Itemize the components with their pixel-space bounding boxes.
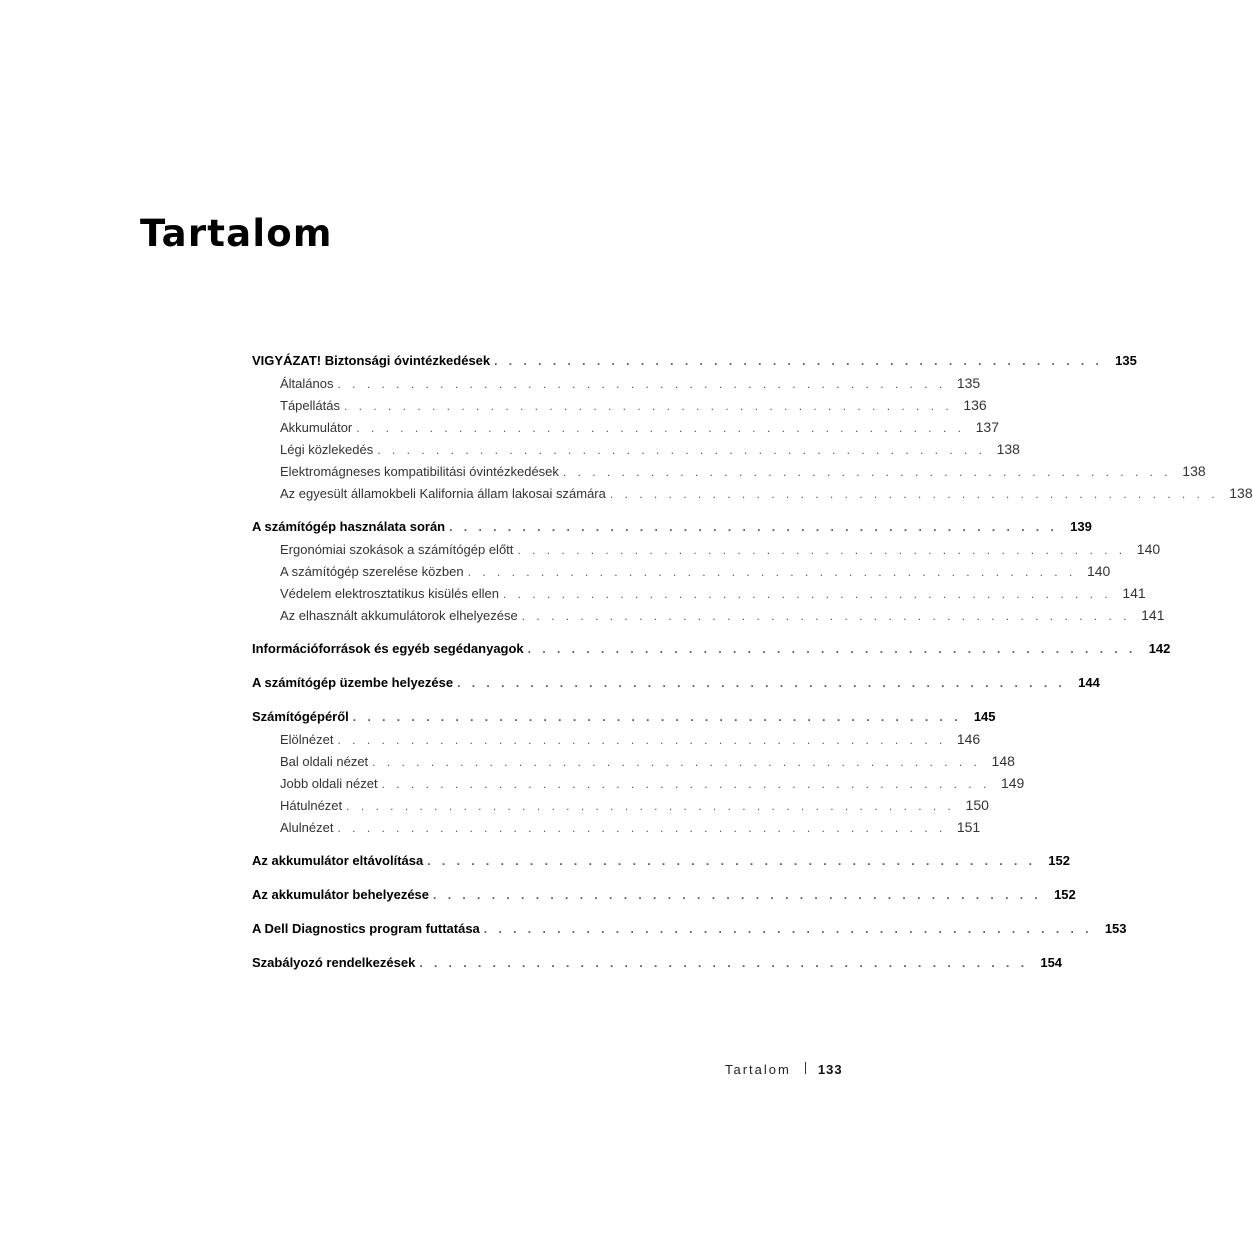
dot-leader: . . . . . . . . . . . . . . . . . . . . . . . . . . . . . . . . . . . . . . . . . . [427,854,1036,868]
toc-section [252,641,1171,663]
toc-entry-label: Akkumulátor [280,420,353,435]
toc-section-entry [252,853,1070,875]
toc-entry-label: Légi közlekedés [280,442,374,457]
toc-page-number: 154 [1040,955,1063,970]
toc-section [252,853,1070,875]
toc-section-entry [252,519,1092,541]
toc-entry-label: Ergonómiai szokások a számítógép előtt [280,542,514,557]
dot-leader: . . . . . . . . . . . . . . . . . . . . . . . . . . . . . . . . . . . . . . . . . . [502,587,1112,601]
toc-entry-label: Védelem elektrosztatikus kisülés ellen [280,586,499,601]
toc-page-number: 140 [1136,541,1161,557]
toc-page-number: 135 [956,375,981,391]
toc-section-entry [252,921,1127,943]
toc-subentry [252,541,1161,563]
toc-section [252,709,1025,841]
toc-section-entry [252,353,1137,375]
toc-subentry [252,607,1165,629]
toc-page-number: 139 [1070,519,1092,534]
toc-entry-label: Bal oldali nézet [280,754,369,769]
dot-leader: . . . . . . . . . . . . . . . . . . . . . . . . . . . . . . . . . . . . . . . . . . [419,956,1029,970]
toc-section-entry [252,887,1076,909]
toc-subentry [252,753,1015,775]
dot-leader: . . . . . . . . . . . . . . . . . . . . . . . . . . . . . . . . . . . . . . . . . . [381,777,991,791]
dot-leader: . . . . . . . . . . . . . . . . . . . . . . . . . . . . . . . . . . . . . . . . . . [337,377,947,391]
toc-subentry [252,797,989,819]
toc-section [252,353,1253,507]
toc-section-entry [252,955,1063,977]
dot-leader: . . . . . . . . . . . . . . . . . . . . . . . . . . . . . . . . . . . . . . . . . . [343,399,953,413]
toc-page-number: 153 [1104,921,1127,936]
toc-subentry [252,819,981,841]
footer-label: Tartalom [725,1062,791,1077]
toc-section-entry [252,641,1171,663]
toc-entry-label: Az akkumulátor behelyezése [252,887,430,902]
toc-page-number: 137 [975,419,999,435]
toc-subentry [252,585,1146,607]
toc-page-number: 150 [965,797,989,813]
dot-leader: . . . . . . . . . . . . . . . . . . . . . . . . . . . . . . . . . . . . . . . . . . [483,922,1093,936]
toc-subentry [252,731,981,753]
toc-entry-label: A számítógép szerelése közben [280,564,464,579]
footer-page-number: 133 [817,1062,843,1077]
toc-page-number: 136 [963,397,987,413]
dot-leader: . . . . . . . . . . . . . . . . . . . . . . . . . . . . . . . . . . . . . . . . . . [527,642,1137,656]
toc-entry-label: Alulnézet [280,820,334,835]
dot-leader: . . . . . . . . . . . . . . . . . . . . . . . . . . . . . . . . . . . . . . . . . . [337,821,947,835]
page-footer [725,1062,843,1077]
toc-page-number: 135 [1115,353,1137,368]
table-of-contents [252,353,1253,989]
toc-entry-label: Elektromágneses kompatibilitási óvintézkedések [280,464,559,479]
toc-entry-label: Jobb oldali nézet [280,776,378,791]
toc-page-number: 151 [956,819,981,835]
toc-entry-label: Szabályozó rendelkezések [252,955,416,970]
toc-section-entry [252,709,996,731]
dot-leader: . . . . . . . . . . . . . . . . . . . . . . . . . . . . . . . . . . . . . . . . . . [377,443,986,457]
footer-separator [805,1062,806,1074]
toc-page-number: 152 [1048,853,1070,868]
toc-page-number: 145 [973,709,996,724]
dot-leader: . . . . . . . . . . . . . . . . . . . . . . . . . . . . . . . . . . . . . . . . . . [356,421,965,435]
dot-leader: . . . . . . . . . . . . . . . . . . . . . . . . . . . . . . . . . . . . . . . . . . [352,710,962,724]
toc-entry-label: Általános [280,376,334,391]
toc-entry-label: A számítógép üzembe helyezése [252,675,454,690]
dot-leader: . . . . . . . . . . . . . . . . . . . . . . . . . . . . . . . . . . . . . . . . . . [337,733,947,747]
toc-page-number: 142 [1148,641,1171,656]
toc-page-number: 141 [1141,607,1165,623]
toc-page-number: 138 [996,441,1020,457]
toc-subentry [252,397,987,419]
toc-section [252,519,1165,629]
toc-section [252,921,1127,943]
toc-subentry [252,563,1111,585]
toc-entry-label: A Dell Diagnostics program futtatása [252,921,480,936]
toc-entry-label: VIGYÁZAT! Biztonsági óvintézkedések [252,353,491,368]
toc-subentry [252,485,1253,507]
toc-subentry [252,375,981,397]
toc-subentry [252,775,1025,797]
toc-entry-label: Számítógépéről [252,709,349,724]
toc-section [252,955,1063,977]
toc-section [252,887,1076,909]
toc-page-number: 152 [1054,887,1076,902]
toc-page-number: 144 [1078,675,1100,690]
toc-subentry [252,463,1206,485]
toc-entry-label: A számítógép használata során [252,519,446,534]
toc-page-number: 138 [1182,463,1206,479]
toc-entry-label: Információforrások és egyéb segédanyagok [252,641,524,656]
toc-entry-label: Az akkumulátor eltávolítása [252,853,424,868]
toc-entry-label: Az elhasznált akkumulátorok elhelyezése [280,608,518,623]
toc-entry-label: Hátulnézet [280,798,343,813]
toc-page-number: 148 [991,753,1015,769]
dot-leader: . . . . . . . . . . . . . . . . . . . . . . . . . . . . . . . . . . . . . . . . . . [467,565,1077,579]
dot-leader: . . . . . . . . . . . . . . . . . . . . . . . . . . . . . . . . . . . . . . . . . . [562,465,1172,479]
dot-leader: . . . . . . . . . . . . . . . . . . . . . . . . . . . . . . . . . . . . . . . . . . [372,755,981,769]
toc-subentry [252,441,1020,463]
toc-page-number: 140 [1086,563,1111,579]
dot-leader: . . . . . . . . . . . . . . . . . . . . . . . . . . . . . . . . . . . . . . . . . . [494,354,1103,368]
dot-leader: . . . . . . . . . . . . . . . . . . . . . . . . . . . . . . . . . . . . . . . . . . [449,520,1058,534]
toc-entry-label: Elölnézet [280,732,334,747]
toc-page-number: 149 [1000,775,1025,791]
toc-subentry [252,419,999,441]
toc-page-number: 141 [1122,585,1146,601]
toc-page-number: 146 [956,731,981,747]
toc-page-number: 138 [1229,485,1253,501]
toc-section-entry [252,675,1100,697]
dot-leader: . . . . . . . . . . . . . . . . . . . . . . . . . . . . . . . . . . . . . . . . . . [521,609,1131,623]
toc-entry-label: Az egyesült államokbeli Kalifornia állam lakosai számára [280,486,606,501]
dot-leader: . . . . . . . . . . . . . . . . . . . . . . . . . . . . . . . . . . . . . . . . . . [346,799,955,813]
toc-entry-label: Tápellátás [280,398,340,413]
dot-leader: . . . . . . . . . . . . . . . . . . . . . . . . . . . . . . . . . . . . . . . . . . [433,888,1042,902]
dot-leader: . . . . . . . . . . . . . . . . . . . . . . . . . . . . . . . . . . . . . . . . . . [609,487,1219,501]
dot-leader: . . . . . . . . . . . . . . . . . . . . . . . . . . . . . . . . . . . . . . . . . . [517,543,1127,557]
page-title: Tartalom [140,212,333,255]
dot-leader: . . . . . . . . . . . . . . . . . . . . . . . . . . . . . . . . . . . . . . . . . . [457,676,1066,690]
toc-section [252,675,1100,697]
